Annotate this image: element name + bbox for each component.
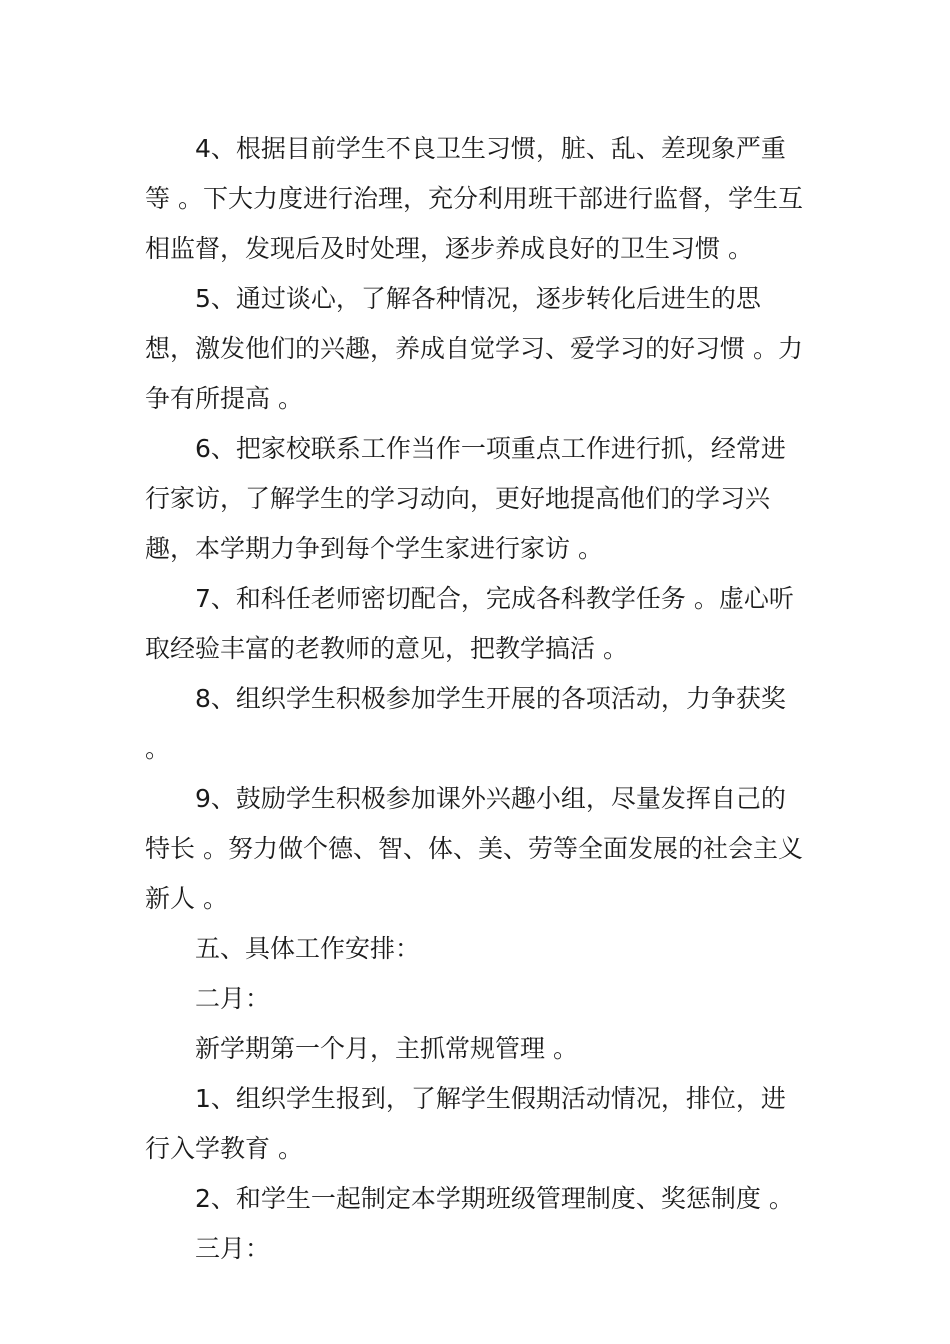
february-item-2: 2、和学生一起制定本学期班级管理制度、奖惩制度 。: [195, 1184, 794, 1213]
paragraph-item-8: 8、组织学生积极参加学生开展的各项活动，力争获奖 。: [145, 684, 786, 763]
section-heading-work-plan: 五、具体工作安排：: [195, 934, 421, 963]
paragraph-item-5: 5、通过谈心，了解各种情况，逐步转化后进生的思想，激发他们的兴趣，养成自觉学习、爱学习的好习惯 。力争有所提高 。: [145, 284, 803, 413]
paragraph-item-4: 4、根据目前学生不良卫生习惯，脏、乱、差现象严重等 。下大力度进行治理，充分利用班干部进行监督，学生互相监督，发现后及时处理，逐步养成良好的卫生习惯 。: [145, 134, 803, 263]
month-heading-march: 三月：: [195, 1234, 271, 1263]
month-heading-february: 二月：: [195, 984, 271, 1013]
february-summary: 新学期第一个月，主抓常规管理 。: [195, 1034, 578, 1063]
paragraph-item-9: 9、鼓励学生积极参加课外兴趣小组，尽量发挥自己的特长 。努力做个德、智、体、美、劳等全面发展的社会主义新人 。: [145, 784, 803, 913]
paragraph-item-6: 6、把家校联系工作当作一项重点工作进行抓，经常进行家访，了解学生的学习动向，更好地提高他们的学习兴趣，本学期力争到每个学生家进行家访 。: [145, 434, 786, 563]
february-item-1: 1、组织学生报到，了解学生假期活动情况，排位，进行入学教育 。: [145, 1084, 786, 1163]
document-body: [145, 124, 810, 1274]
paragraph-item-7: 7、和科任老师密切配合，完成各科教学任务 。虚心听取经验丰富的老教师的意见，把教学搞活 。: [145, 584, 794, 663]
